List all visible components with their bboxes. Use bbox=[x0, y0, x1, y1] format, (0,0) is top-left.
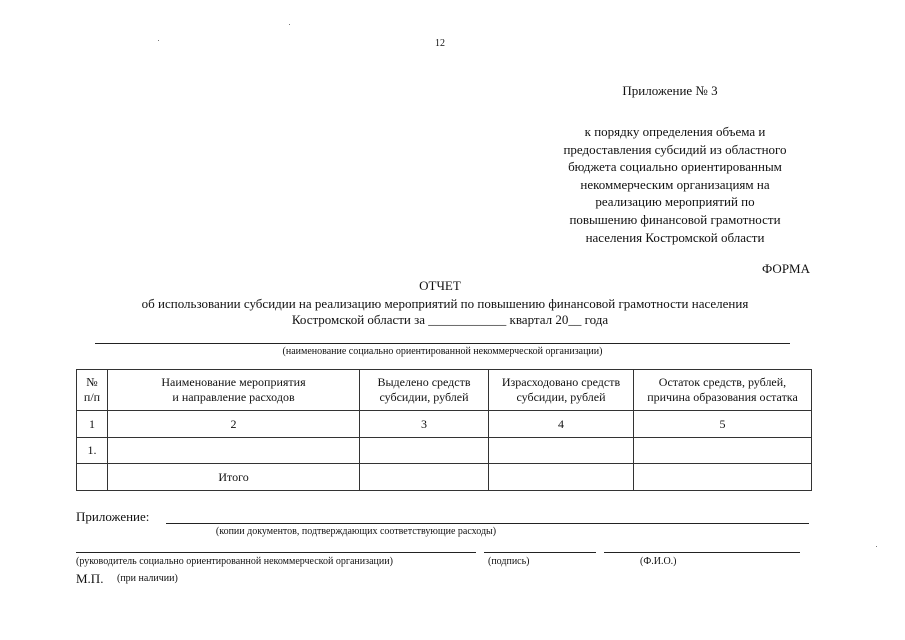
column-number: 2 bbox=[108, 411, 360, 438]
annex-line: повышению финансовой грамотности bbox=[569, 211, 781, 227]
organization-caption: (наименование социально ориентированной некоммерческой организации) bbox=[282, 346, 603, 357]
header-cell: № п/п bbox=[77, 370, 108, 411]
scan-speck bbox=[158, 40, 159, 41]
annex-line: предоставления субсидий из областного bbox=[563, 141, 787, 157]
full-name-line[interactable] bbox=[604, 552, 800, 553]
row-number: 1. bbox=[77, 438, 108, 464]
stamp-label: М.П. bbox=[76, 571, 104, 586]
column-number: 4 bbox=[489, 411, 634, 438]
report-title: ОТЧЕТ bbox=[419, 278, 461, 293]
table-cell bbox=[77, 464, 108, 491]
header-cell: Наименование мероприятия и направление расходов bbox=[108, 370, 360, 411]
table-cell[interactable] bbox=[489, 464, 634, 491]
appendix-caption: (копии документов, подтверждающих соответствующие расходы) bbox=[215, 526, 497, 537]
annex-line: к порядку определения объема и bbox=[584, 124, 766, 139]
appendix-line[interactable] bbox=[166, 523, 809, 524]
page-number: 12 bbox=[435, 38, 445, 49]
table-header-row bbox=[77, 370, 812, 411]
header-cell: Остаток средств, рублей, причина образования остатка bbox=[634, 370, 812, 411]
annex-line: реализацию мероприятий по bbox=[595, 194, 755, 210]
annex-line: некоммерческим организациям на bbox=[580, 176, 770, 192]
table-cell[interactable] bbox=[634, 464, 812, 491]
report-period: Костромской области за ____________ квартал 20__ года bbox=[291, 312, 609, 327]
annex-title: Приложение № 3 bbox=[622, 83, 718, 98]
head-caption: (руководитель социально ориентированной некоммерческой организации) bbox=[76, 556, 393, 567]
annex-text bbox=[530, 123, 820, 246]
column-number: 3 bbox=[360, 411, 489, 438]
form-label: ФОРМА bbox=[762, 261, 810, 276]
total-row bbox=[77, 464, 812, 491]
report-table bbox=[76, 369, 812, 491]
signature-line[interactable] bbox=[484, 552, 596, 553]
name-caption: (Ф.И.О.) bbox=[640, 556, 677, 567]
appendix-label: Приложение: bbox=[76, 509, 150, 524]
report-subtitle: об использовании субсидии на реализацию мероприятий по повышению финансовой грамотности населения bbox=[141, 296, 749, 311]
scan-speck bbox=[876, 546, 877, 547]
column-number: 5 bbox=[634, 411, 812, 438]
table-cell[interactable] bbox=[489, 438, 634, 464]
head-name-line[interactable] bbox=[76, 552, 476, 553]
column-number: 1 bbox=[77, 411, 108, 438]
table-row bbox=[77, 438, 812, 464]
total-label: Итого bbox=[108, 464, 360, 491]
table-cell[interactable] bbox=[360, 438, 489, 464]
scan-speck bbox=[289, 24, 290, 25]
header-cell: Выделено средств субсидии, рублей bbox=[360, 370, 489, 411]
annex-line: бюджета социально ориентированным bbox=[568, 159, 782, 175]
signature-caption: (подпись) bbox=[488, 556, 530, 567]
stamp-note: (при наличии) bbox=[117, 573, 178, 584]
table-cell[interactable] bbox=[634, 438, 812, 464]
column-number-row bbox=[77, 411, 812, 438]
table-cell[interactable] bbox=[360, 464, 489, 491]
table-cell[interactable] bbox=[108, 438, 360, 464]
annex-line: населения Костромской области bbox=[585, 229, 765, 245]
header-cell: Израсходовано средств субсидии, рублей bbox=[489, 370, 634, 411]
organization-name-line[interactable] bbox=[95, 343, 790, 344]
